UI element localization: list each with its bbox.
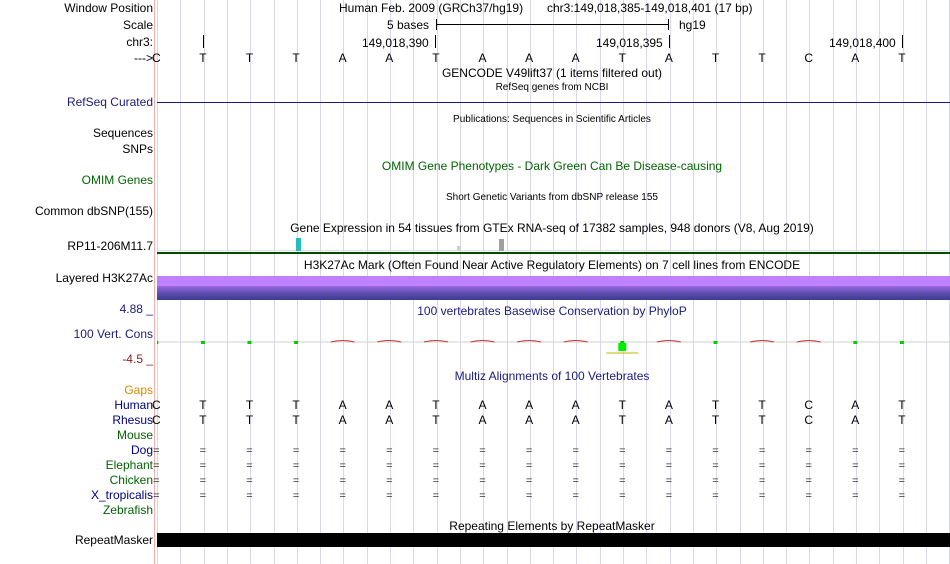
- base-letter: T: [432, 51, 440, 65]
- phylop-positive-score: [201, 341, 205, 344]
- alignment-base: =: [199, 445, 207, 457]
- gtex-tissue-bar[interactable]: [499, 239, 504, 251]
- ruler-coord-3: 149,018,400: [829, 36, 896, 50]
- alignment-base: =: [292, 490, 300, 502]
- phylop-highlight-score: [618, 343, 626, 351]
- alignment-base: =: [386, 445, 393, 457]
- species-label-mouse[interactable]: Mouse: [116, 428, 153, 442]
- alignment-base: T: [432, 413, 440, 427]
- alignment-base: T: [711, 413, 720, 427]
- window-position-range[interactable]: chr3:149,018,385-149,018,401 (17 bp): [547, 1, 753, 15]
- alignment-base: =: [665, 475, 673, 487]
- alignment-base: =: [292, 445, 300, 457]
- alignment-base: =: [712, 460, 719, 472]
- alignment-base: C: [151, 398, 161, 412]
- base-letter: A: [571, 51, 580, 65]
- label-refseq-curated[interactable]: RefSeq Curated: [66, 95, 153, 109]
- ruler-coord-2: 149,018,395: [596, 36, 663, 50]
- alignment-base: A: [851, 413, 860, 427]
- alignment-base: =: [619, 475, 626, 487]
- alignment-base: =: [386, 490, 393, 502]
- alignment-base: =: [432, 460, 440, 472]
- label-strand[interactable]: --->: [134, 51, 153, 65]
- alignment-base: A: [525, 398, 534, 412]
- alignment-base: A: [664, 398, 673, 412]
- alignment-base: A: [338, 398, 347, 412]
- alignment-base: =: [805, 475, 812, 487]
- alignment-base: =: [479, 490, 486, 502]
- phylop-positive-score: [853, 341, 857, 344]
- label-window-position: Window Position: [64, 1, 153, 15]
- ruler-tick: [435, 35, 436, 48]
- phylop-positive-score: [294, 341, 298, 344]
- alignment-base: =: [758, 460, 766, 472]
- alignment-base: A: [478, 413, 487, 427]
- alignment-base: =: [339, 490, 346, 502]
- scale-bases-text: 5 bases: [387, 18, 430, 32]
- species-label-zebrafish[interactable]: Zebrafish: [102, 503, 153, 517]
- alignment-base: T: [618, 398, 626, 412]
- alignment-base: T: [898, 413, 906, 427]
- species-label-chicken[interactable]: Chicken: [109, 473, 153, 487]
- alignment-base: T: [618, 413, 626, 427]
- alignment-base: =: [619, 490, 626, 502]
- alignment-base: =: [199, 460, 207, 472]
- alignment-base: =: [619, 460, 626, 472]
- gtex-track-title[interactable]: Gene Expression in 54 tissues from GTEx RNA-seq of 17382 samples, 948 donors (V8, Aug 2019): [290, 221, 814, 235]
- alignment-base: =: [246, 475, 253, 487]
- species-label-human[interactable]: Human: [114, 398, 153, 412]
- phylop-positive-score: [900, 341, 904, 344]
- base-letter: C: [804, 51, 814, 65]
- scale-bar-right-tick: [668, 19, 669, 30]
- alignment-base: =: [572, 490, 579, 502]
- alignment-base: C: [804, 398, 814, 412]
- alignment-base: =: [572, 475, 579, 487]
- alignment-base: T: [245, 413, 254, 427]
- multiz-track-title[interactable]: Multiz Alignments of 100 Vertebrates: [454, 369, 650, 383]
- label-scale: Scale: [122, 18, 153, 32]
- alignment-base: A: [478, 398, 487, 412]
- alignment-base: A: [338, 413, 347, 427]
- h3k27ac-signal[interactable]: [157, 276, 950, 300]
- base-letter: T: [711, 51, 720, 65]
- gencode-track-title[interactable]: GENCODE V49lift37 (1 items filtered out): [441, 66, 663, 80]
- alignment-base: =: [339, 460, 346, 472]
- alignment-base: T: [292, 398, 300, 412]
- alignment-base: =: [479, 445, 486, 457]
- alignment-base: =: [712, 475, 719, 487]
- alignment-base: =: [758, 475, 766, 487]
- alignment-base: =: [805, 460, 812, 472]
- base-letter: A: [385, 51, 394, 65]
- alignment-base: A: [571, 398, 580, 412]
- refseq-track-subtitle: RefSeq genes from NCBI: [495, 82, 609, 93]
- scale-bar-left-tick: [436, 19, 437, 30]
- alignment-base: =: [525, 475, 533, 487]
- label-phylop-max: 4.88 _: [119, 302, 153, 316]
- alignment-base: =: [758, 445, 766, 457]
- repeatmasker-track-title[interactable]: Repeating Elements by RepeatMasker: [449, 519, 655, 533]
- alignment-base: =: [805, 445, 812, 457]
- alignment-base: T: [898, 398, 906, 412]
- species-label-dog[interactable]: Dog: [130, 443, 153, 457]
- label-snps[interactable]: SNPs: [122, 142, 153, 156]
- alignment-base: =: [153, 490, 160, 502]
- alignment-base: A: [571, 413, 580, 427]
- alignment-base: C: [151, 413, 161, 427]
- alignment-base: =: [525, 490, 533, 502]
- alignment-base: C: [804, 413, 814, 427]
- base-letter: C: [151, 51, 161, 65]
- phylop-positive-score: [248, 341, 252, 344]
- base-letter: A: [664, 51, 673, 65]
- alignment-base: =: [386, 460, 393, 472]
- alignment-base: =: [665, 445, 673, 457]
- base-letter: T: [292, 51, 300, 65]
- phylop-positive-score: [157, 341, 158, 344]
- alignment-base: =: [712, 445, 719, 457]
- alignment-base: =: [898, 445, 906, 457]
- publications-track-title[interactable]: Publications: Sequences in Scientific Articles: [453, 114, 651, 125]
- alignment-base: A: [385, 398, 394, 412]
- alignment-base: =: [199, 475, 207, 487]
- alignment-base: =: [525, 460, 533, 472]
- alignment-base: =: [153, 445, 160, 457]
- alignment-base: =: [572, 445, 579, 457]
- alignment-base: =: [852, 445, 859, 457]
- label-omim-genes[interactable]: OMIM Genes: [81, 173, 153, 187]
- alignment-base: =: [852, 460, 859, 472]
- alignment-base: T: [432, 398, 440, 412]
- ruler-tick: [669, 35, 670, 48]
- gtex-tissue-bar[interactable]: [296, 238, 301, 251]
- alignment-base: =: [339, 445, 346, 457]
- alignment-base: =: [665, 490, 673, 502]
- phylop-track-title[interactable]: 100 vertebrates Basewise Conservation by PhyloP: [417, 304, 687, 318]
- label-gaps[interactable]: Gaps: [124, 383, 153, 397]
- label-repeatmasker[interactable]: RepeatMasker: [74, 533, 153, 547]
- base-letter: T: [618, 51, 626, 65]
- alignment-base: T: [758, 398, 766, 412]
- label-layered-h3k27ac[interactable]: Layered H3K27Ac: [55, 271, 153, 285]
- alignment-base: =: [572, 460, 579, 472]
- label-sequences[interactable]: Sequences: [92, 126, 153, 140]
- species-label-x_tropicalis[interactable]: X_tropicalis: [90, 488, 153, 502]
- alignment-base: =: [619, 445, 626, 457]
- alignment-base: =: [712, 490, 719, 502]
- gtex-baseline-light: [157, 250, 950, 251]
- gtex-tissue-bar[interactable]: [457, 246, 461, 251]
- repeatmasker-element[interactable]: [157, 533, 950, 547]
- alignment-base: =: [339, 475, 346, 487]
- base-letter: T: [245, 51, 254, 65]
- base-letter: A: [851, 51, 860, 65]
- base-letter: T: [898, 51, 906, 65]
- scale-bar: [436, 24, 669, 25]
- label-common-dbsnp[interactable]: Common dbSNP(155): [34, 204, 153, 218]
- gtex-gene-line[interactable]: [157, 252, 950, 254]
- label-100-vert-cons[interactable]: 100 Vert. Cons: [73, 327, 153, 341]
- alignment-base: T: [199, 413, 207, 427]
- base-letter: T: [199, 51, 207, 65]
- alignment-base: A: [385, 413, 394, 427]
- alignment-base: =: [479, 475, 486, 487]
- alignment-base: =: [479, 460, 486, 472]
- alignment-base: =: [246, 445, 253, 457]
- alignment-base: T: [245, 398, 254, 412]
- species-label-elephant[interactable]: Elephant: [105, 458, 153, 472]
- alignment-base: =: [852, 490, 859, 502]
- scale-assembly-db: hg19: [679, 18, 706, 32]
- alignment-base: =: [665, 460, 673, 472]
- omim-track-title[interactable]: OMIM Gene Phenotypes - Dark Green Can Be Disease-causing: [381, 159, 723, 173]
- label-gtex-gene[interactable]: RP11-206M11.7: [67, 239, 153, 253]
- phylop-conservation-plot[interactable]: [157, 330, 950, 370]
- assembly-name: Human Feb. 2009 (GRCh37/hg19): [339, 1, 524, 15]
- alignment-base: T: [711, 398, 720, 412]
- alignment-base: =: [525, 445, 533, 457]
- alignment-base: =: [153, 460, 160, 472]
- phylop-positive-score: [714, 341, 718, 344]
- base-letter: A: [338, 51, 347, 65]
- alignment-base: A: [525, 413, 534, 427]
- alignment-base: =: [386, 475, 393, 487]
- alignment-base: =: [898, 490, 906, 502]
- base-letter: T: [758, 51, 766, 65]
- alignment-base: =: [432, 445, 440, 457]
- base-letter: A: [525, 51, 534, 65]
- alignment-base: =: [758, 490, 766, 502]
- label-chrom: chr3:: [126, 35, 153, 49]
- alignment-base: =: [898, 475, 906, 487]
- dbsnp-track-title[interactable]: Short Genetic Variants from dbSNP release 155: [446, 192, 658, 203]
- alignment-base: =: [805, 490, 812, 502]
- ruler-coord-1: 149,018,390: [362, 36, 429, 50]
- alignment-base: T: [758, 413, 766, 427]
- base-letter: A: [478, 51, 487, 65]
- alignment-base: =: [898, 460, 906, 472]
- alignment-base: =: [292, 460, 300, 472]
- h3k27ac-track-title[interactable]: H3K27Ac Mark (Often Found Near Active Regulatory Elements) on 7 cell lines from ENCODE: [303, 258, 801, 272]
- refseq-gene-line[interactable]: [157, 102, 950, 103]
- alignment-base: =: [852, 475, 859, 487]
- alignment-base: A: [664, 413, 673, 427]
- alignment-base: =: [153, 475, 160, 487]
- alignment-base: =: [432, 490, 440, 502]
- alignment-base: =: [246, 460, 253, 472]
- ruler-tick: [203, 35, 204, 48]
- species-label-rhesus[interactable]: Rhesus: [112, 413, 153, 427]
- alignment-base: =: [292, 475, 300, 487]
- alignment-base: =: [199, 490, 207, 502]
- alignment-base: =: [432, 475, 440, 487]
- ruler-tick: [902, 35, 903, 48]
- alignment-base: T: [292, 413, 300, 427]
- label-phylop-min: -4.5 _: [122, 352, 153, 366]
- alignment-base: A: [851, 398, 860, 412]
- alignment-base: T: [199, 398, 207, 412]
- alignment-base: =: [246, 490, 253, 502]
